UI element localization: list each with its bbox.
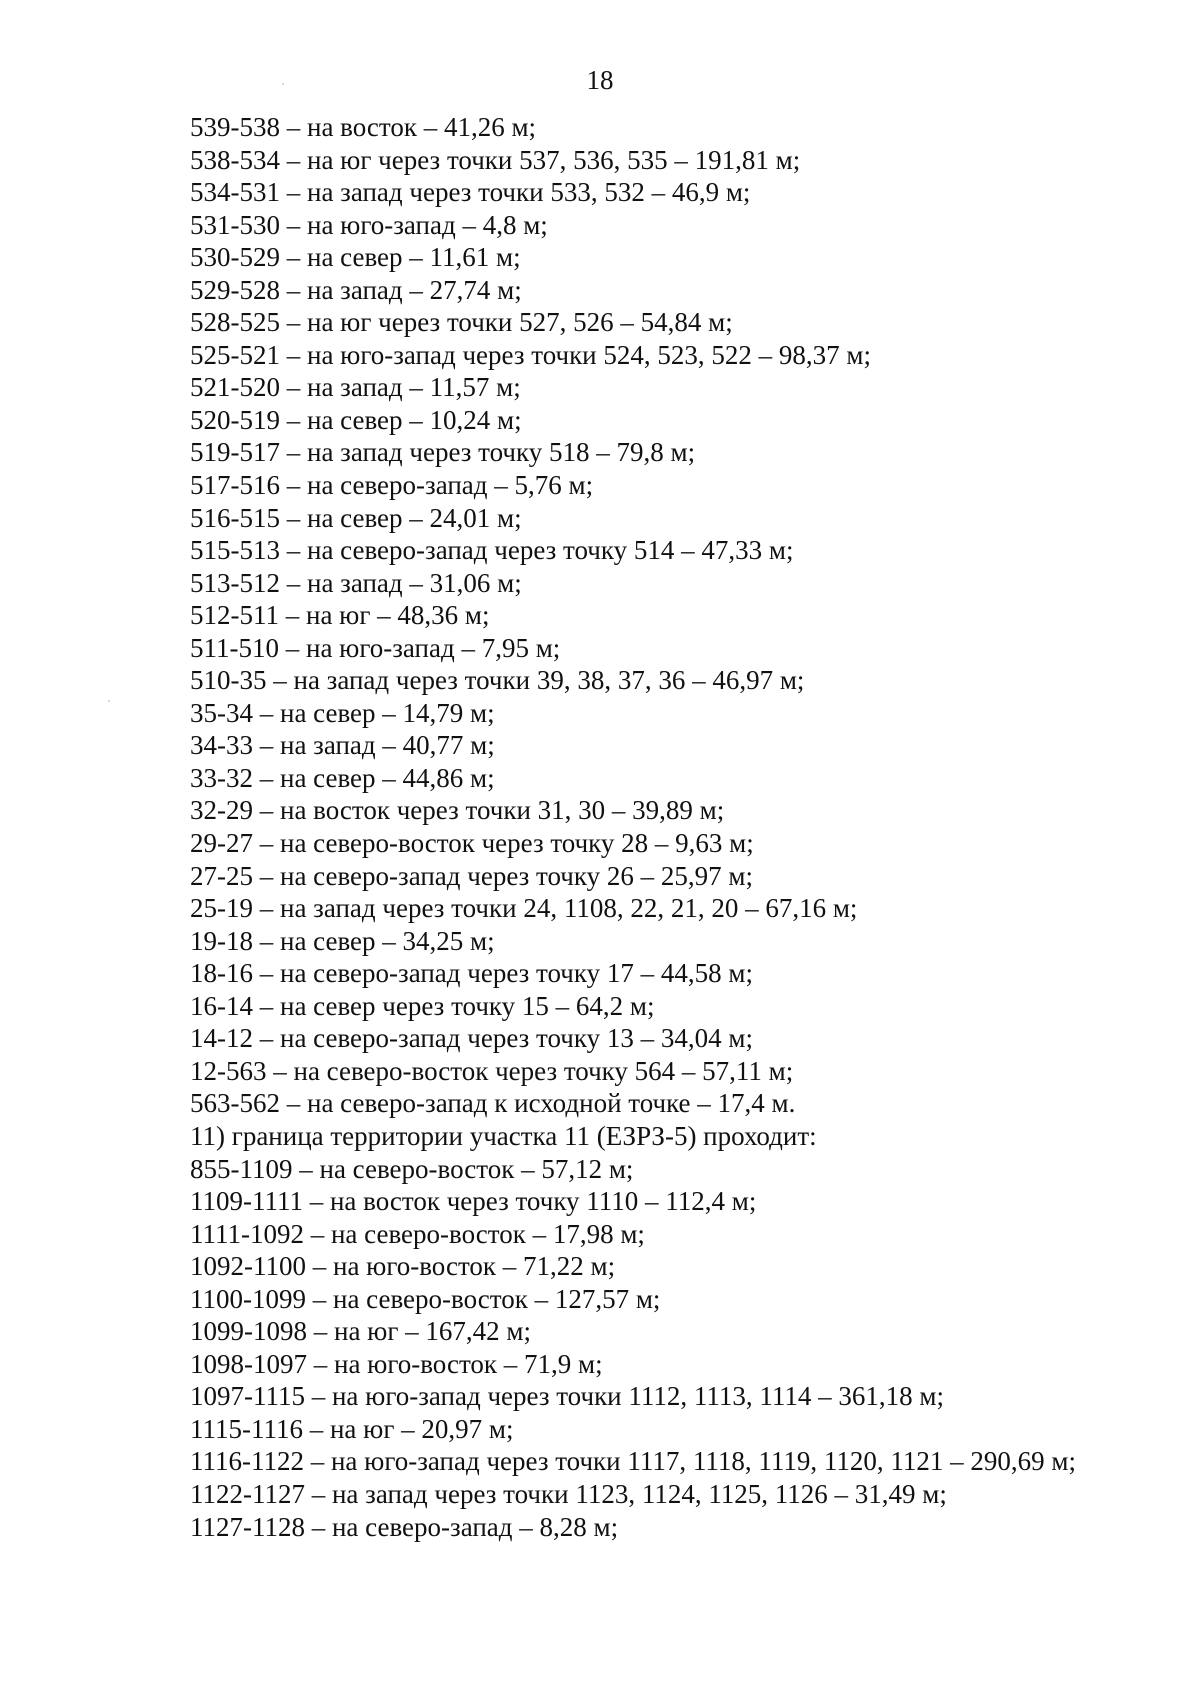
text-line: 539-538 – на восток – 41,26 м; <box>190 112 537 142</box>
text-line: 14-12 – на северо-запад через точку 13 – 34,04 м; <box>190 1023 753 1054</box>
text-line: 1092-1100 – на юго-восток – 71,22 м; <box>190 1251 616 1282</box>
text-line: 517-516 – на северо-запад – 5,76 м; <box>190 470 594 501</box>
text-line: 11) граница территории участка 11 (ЕЗРЗ-5) проходит: <box>190 1120 817 1151</box>
text-line: 1099-1098 – на юг – 167,42 м; <box>190 1316 532 1347</box>
text-line: 1115-1116 – на юг – 20,97 м; <box>190 1413 514 1444</box>
text-line: 525-521 – на юго-запад через точки 524, 523, 522 – 98,37 м; <box>190 339 871 370</box>
text-line: 563-562 – на северо-запад к исходной точке – 17,4 м. <box>190 1088 796 1119</box>
text-line: 1111-1092 – на северо-восток – 17,98 м; <box>190 1218 645 1249</box>
text-line: 34-33 – на запад – 40,77 м; <box>190 730 495 761</box>
text-line: 530-529 – на север – 11,61 м; <box>190 242 521 273</box>
text-line: 515-513 – на северо-запад через точку 514 – 47,33 м; <box>190 535 794 566</box>
text-line: 29-27 – на северо-восток через точку 28 – 9,63 м; <box>190 828 754 859</box>
text-line: 513-512 – на запад – 31,06 м; <box>190 567 522 598</box>
text-line: 1109-1111 – на восток через точку 1110 – 112,4 м; <box>190 1186 757 1217</box>
text-line: 18-16 – на северо-запад через точку 17 – 44,58 м; <box>190 958 753 989</box>
text-line: 519-517 – на запад через точку 518 – 79,8 м; <box>190 437 696 468</box>
text-line: 538-534 – на юг через точки 537, 536, 535 – 191,81 м; <box>190 144 801 175</box>
text-line: 25-19 – на запад через точки 24, 1108, 22, 21, 20 – 67,16 м; <box>190 893 858 924</box>
text-line: 521-520 – на запад – 11,57 м; <box>190 372 521 403</box>
text-line: 534-531 – на запад через точки 533, 532 – 46,9 м; <box>190 177 751 208</box>
text-line: 19-18 – на север – 34,25 м; <box>190 925 495 956</box>
text-line: 1100-1099 – на северо-восток – 127,57 м; <box>190 1283 661 1314</box>
document-body <box>190 111 1170 1543</box>
text-line: 531-530 – на юго-запад – 4,8 м; <box>190 209 548 240</box>
text-line: 1127-1128 – на северо-запад – 8,28 м; <box>190 1511 619 1542</box>
page-number: 18 <box>586 65 614 95</box>
text-line: 1116-1122 – на юго-запад через точки 1117, 1118, 1119, 1120, 1121 – 290,69 м; <box>190 1446 1076 1477</box>
text-line: 16-14 – на север через точку 15 – 64,2 м; <box>190 990 655 1021</box>
text-line: 12-563 – на северо-восток через точку 564 – 57,11 м; <box>190 1055 794 1086</box>
text-line: 512-511 – на юг – 48,36 м; <box>190 600 490 631</box>
text-line: 1097-1115 – на юго-запад через точки 1112, 1113, 1114 – 361,18 м; <box>190 1381 944 1412</box>
text-line: 516-515 – на север – 24,01 м; <box>190 502 522 533</box>
text-line: 510-35 – на запад через точки 39, 38, 37, 36 – 46,97 м; <box>190 665 805 696</box>
text-line: 35-34 – на север – 14,79 м; <box>190 697 495 728</box>
text-line: 511-510 – на юго-запад – 7,95 м; <box>190 632 561 663</box>
text-line: 32-29 – на восток через точки 31, 30 – 39,89 м; <box>190 795 725 826</box>
text-line: 1098-1097 – на юго-восток – 71,9 м; <box>190 1348 603 1379</box>
text-line: 1122-1127 – на запад через точки 1123, 1124, 1125, 1126 – 31,49 м; <box>190 1478 947 1509</box>
text-line: 529-528 – на запад – 27,74 м; <box>190 274 522 305</box>
text-line: 520-519 – на север – 10,24 м; <box>190 404 522 435</box>
text-line: 33-32 – на север – 44,86 м; <box>190 762 495 793</box>
text-line: 528-525 – на юг через точки 527, 526 – 54,84 м; <box>190 307 733 338</box>
scan-speck <box>108 700 110 702</box>
text-line: 27-25 – на северо-запад через точку 26 – 25,97 м; <box>190 860 753 891</box>
text-line: 855-1109 – на северо-восток – 57,12 м; <box>190 1153 634 1184</box>
